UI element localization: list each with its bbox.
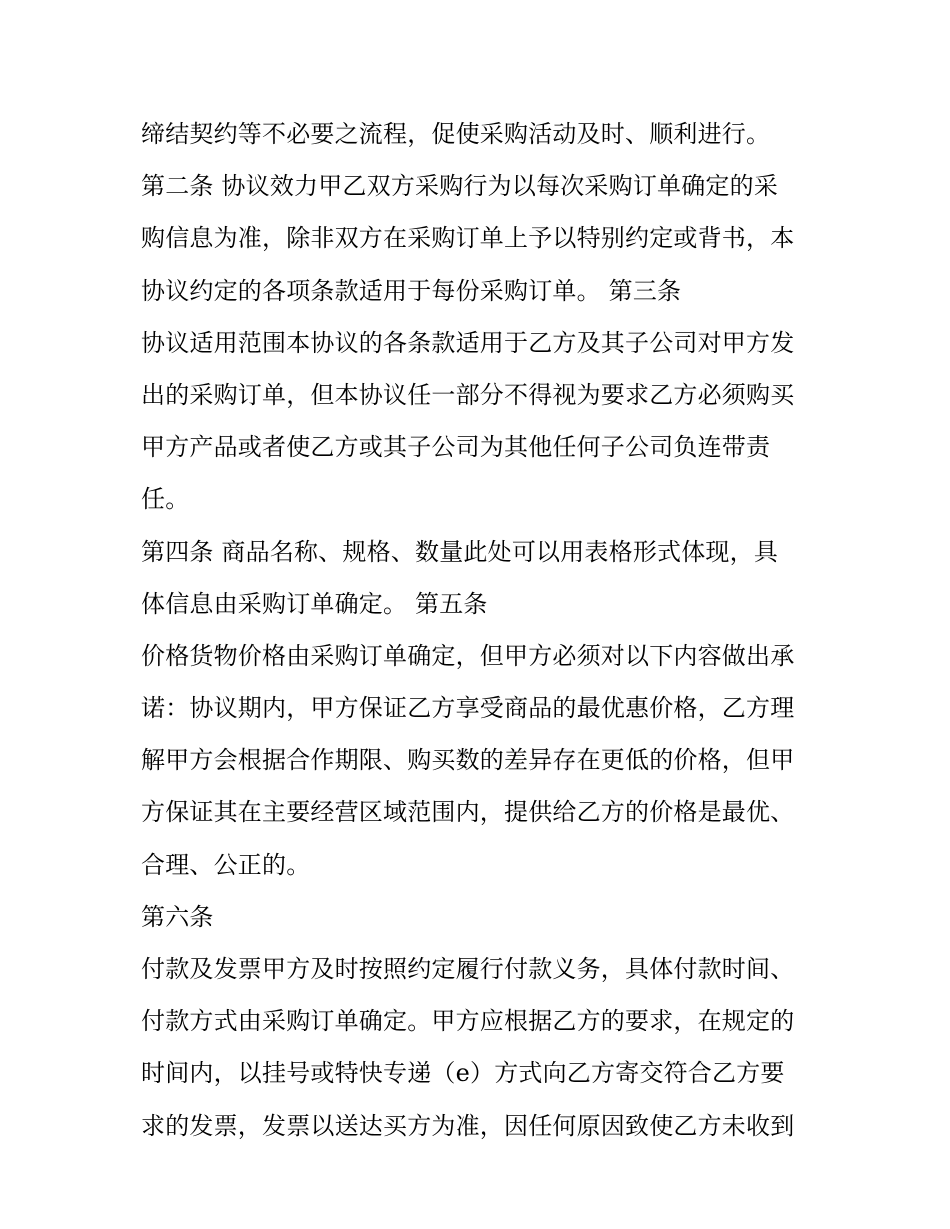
- document-body: [141, 108, 821, 1152]
- text-line: 体信息由采购订单确定。 第五条: [141, 589, 488, 618]
- text-line: 时间内，以挂号或特快专递（e）方式向乙方寄交符合乙方要: [141, 1059, 785, 1088]
- text-line: 价格货物价格由采购订单确定，但甲方必须对以下内容做出承: [141, 641, 795, 670]
- text-line: 出的采购订单，但本协议任一部分不得视为要求乙方必须购买: [141, 380, 795, 409]
- text-line: 合理、公正的。: [141, 850, 311, 879]
- text-line: 求的发票，发票以送达买方为准，因任何原因致使乙方未收到: [141, 1111, 795, 1140]
- text-line: 协议约定的各项条款适用于每份采购订单。 第三条: [141, 276, 682, 305]
- text-line: 诺：协议期内，甲方保证乙方享受商品的最优惠价格，乙方理: [141, 694, 795, 723]
- text-line: 第二条 协议效力甲乙双方采购行为以每次采购订单确定的采: [141, 172, 779, 201]
- text-line: 付款方式由采购订单确定。甲方应根据乙方的要求，在规定的: [141, 1007, 795, 1036]
- text-line: 甲方产品或者使乙方或其子公司为其他任何子公司负连带责: [141, 433, 771, 462]
- text-line: 任。: [141, 485, 190, 514]
- text-line: 购信息为准，除非双方在采购订单上予以特别约定或背书，本: [141, 224, 795, 253]
- text-line: 第四条 商品名称、规格、数量此处可以用表格形式体现，具: [141, 537, 779, 566]
- text-line: 协议适用范围本协议的各条款适用于乙方及其子公司对甲方发: [141, 328, 795, 357]
- text-line: 第六条: [141, 902, 214, 931]
- text-line: 付款及发票甲方及时按照约定履行付款义务，具体付款时间、: [141, 955, 795, 983]
- text-line: 方保证其在主要经营区域范围内，提供给乙方的价格是最优、: [141, 798, 795, 827]
- text-line: 解甲方会根据合作期限、购买数的差异存在更低的价格，但甲: [141, 746, 795, 775]
- text-line: 缔结契约等不必要之流程，促使采购活动及时、顺利进行。: [141, 120, 771, 148]
